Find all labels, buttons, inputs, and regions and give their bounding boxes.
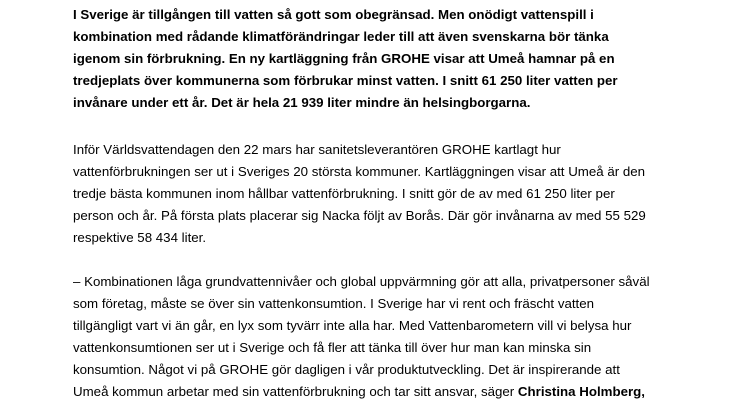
lead-line: I Sverige är tillgången till vatten så gott som obegränsad. Men onödigt vattenspill i	[73, 7, 594, 22]
body-line: konsumtion. Något vi på GROHE gör dagligen i vår produktutveckling. Det är inspirerande att	[73, 362, 620, 377]
body-line: Inför Världsvattendagen den 22 mars har sanitetsleverantören GROHE kartlagt hur	[73, 142, 561, 157]
body-line: respektive 58 434 liter.	[73, 230, 207, 245]
lead-paragraph	[73, 0, 713, 114]
body-line: tredje bästa kommunen inom hållbar vattenförbrukning. I snitt gör de av med 61 250 liter per	[73, 186, 615, 201]
body-line: vattenkonsumtionen ser ut i Sverige och få fler att tänka till över hur man kan minska sin	[73, 340, 592, 355]
lead-line: igenom sin förbrukning. En ny kartläggning från GROHE visar att Umeå hamnar på en	[73, 51, 615, 66]
body-line: tillgängligt vart vi än går, en lyx som tyvärr inte alla har. Med Vattenbarometern vill vi belysa hur	[73, 318, 632, 333]
paragraph-spacer	[73, 249, 713, 271]
lead-line: tredjeplats över kommunerna som förbrukar minst vatten. I snitt 61 250 liter vatten per	[73, 73, 618, 88]
body-line: vattenförbrukningen ser ut i Sveriges 20 största kommuner. Kartläggningen visar att Umeå är den	[73, 164, 646, 179]
paragraph-spacer	[73, 114, 713, 139]
body-line: – Kombinationen låga grundvattennivåer och global uppvärmning gör att alla, privatpersoner såväl	[73, 274, 650, 289]
body-line: person och år. På första plats placerar sig Nacka följt av Borås. Där gör invånarna av med 55 529	[73, 208, 646, 223]
lead-line: invånare under ett år. Det är hela 21 939 liter mindre än helsingborgarna.	[73, 95, 531, 110]
body-line: som företag, måste se över sin vattenkonsumtion. I Sverige har vi rent och fräscht vatten	[73, 296, 595, 311]
lead-line: kombination med rådande klimatförändringar leder till att även svenskarna bör tänka	[73, 29, 609, 44]
document-body	[73, 0, 713, 403]
quote-attribution-text: Umeå kommun arbetar med sin vattenförbrukning och tar sitt ansvar, säger	[73, 384, 518, 399]
body-line	[73, 381, 713, 403]
body-paragraph-1	[73, 139, 713, 249]
quote-person-name: Christina Holmberg,	[517, 384, 645, 399]
body-paragraph-2	[73, 271, 713, 403]
